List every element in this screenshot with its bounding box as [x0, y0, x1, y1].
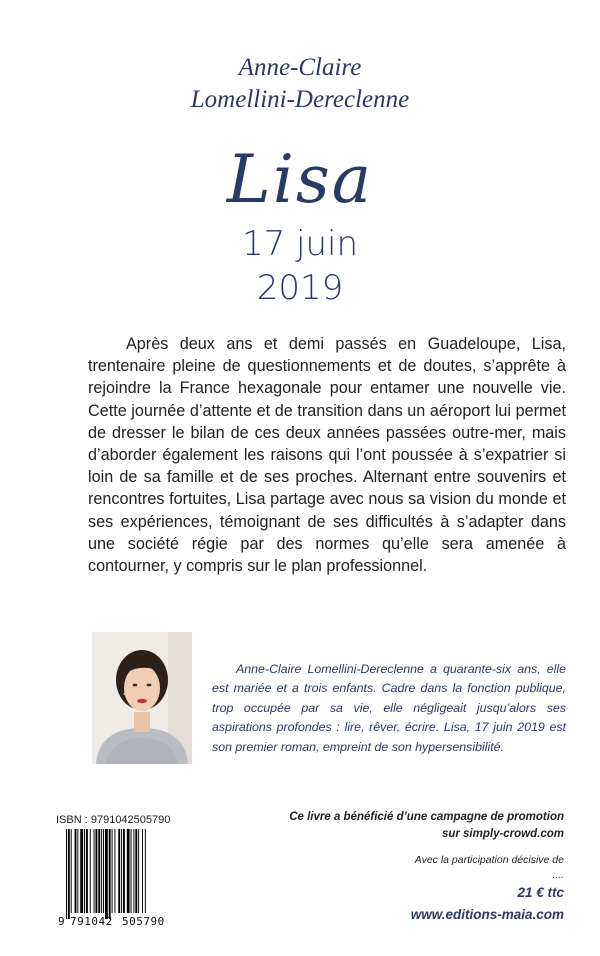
- book-subtitle: [0, 222, 600, 310]
- author-name: [0, 52, 600, 116]
- barcode-bar: [109, 829, 111, 919]
- barcode-bar: [84, 829, 85, 913]
- barcode-bar: [103, 829, 104, 913]
- back-cover-blurb: Après deux ans et demi passés en Guadeloupe, Lisa, trentenaire pleine de questionnements et de doutes, s’apprête à rejoindre la France hexagonale pour entamer une nouvelle vie. Cette journée d’attente et de transition dans un aéroport lui permet de dresser le bilan de ces deux années passées outre-mer, mais d’aborder également les raisons qui l’ont poussée à s’expatrier si loin de sa famille et de ses proches. Alternant entre souvenirs et rencontres fortuites, Lisa partage avec nous sa vision du monde et ses expériences, témoignant de ses difficultés à s’adapter dans une société régie par des normes qu’elle sera amenée à contourner, y compris sur le plan professionnel.: [88, 335, 566, 576]
- price-and-publisher: [411, 882, 564, 926]
- barcode-right-digits: 505790: [122, 915, 165, 928]
- barcode-bar: [121, 829, 122, 913]
- barcode-bar: [80, 829, 83, 913]
- barcode-bar: [101, 829, 102, 913]
- promo-line-2: sur simply-crowd.com: [441, 828, 564, 840]
- isbn-label: ISBN : 9791042505790: [56, 814, 171, 826]
- barcode-bar: [135, 829, 137, 913]
- promotion-notice: [264, 809, 564, 883]
- author-photo: [92, 632, 192, 764]
- publisher-website: www.editions-maia.com: [410, 907, 564, 922]
- promo-line-3: Avec la participation décisive de: [414, 854, 564, 866]
- barcode-bar: [94, 829, 95, 913]
- author-first-name: Anne-Claire: [238, 54, 362, 81]
- barcode-bar: [77, 829, 78, 913]
- price-label: 21 € ttc: [517, 885, 564, 900]
- barcode-bar: [75, 829, 77, 913]
- promo-line-4: ....: [552, 869, 564, 881]
- barcode-bar: [131, 829, 132, 913]
- author-last-name: Lomellini-Dereclenne: [190, 86, 410, 113]
- barcode-bar: [105, 829, 108, 919]
- barcode-bar: [118, 829, 120, 913]
- barcode-bar: [66, 829, 67, 919]
- barcode-bar: [71, 829, 72, 913]
- book-title: Lisa: [226, 141, 374, 218]
- barcode-bar: [95, 829, 97, 913]
- isbn-barcode: [56, 829, 180, 934]
- subtitle-date: 17 juin: [241, 224, 359, 264]
- barcode-bar: [86, 829, 88, 913]
- barcode-left-digits: 791042: [70, 915, 113, 928]
- subtitle-year: 2019: [256, 268, 344, 308]
- barcode-bar: [127, 829, 130, 913]
- author-biography: Anne-Claire Lomellini-Dereclenne a quarante-six ans, elle est mariée et a trois enfants. Cadre dans la fonction publique, trop occupée par sa vie, elle négligeait jusqu’alors ses aspirations profondes : lire, rêver, écrire. Lisa, 17 juin 2019 est son premier roman, empreint de son hypersensibilité.: [212, 662, 566, 754]
- barcode-bar: [145, 829, 146, 913]
- barcode-bar: [123, 829, 125, 913]
- barcode-bar: [90, 829, 91, 913]
- barcode-lead-digit: 9: [58, 915, 65, 928]
- barcode-bar: [138, 829, 139, 913]
- barcode-bar: [114, 829, 115, 913]
- barcode-bar: [133, 829, 134, 913]
- barcode-bar: [98, 829, 100, 913]
- barcode-bar: [112, 829, 113, 913]
- promo-line-1: Ce livre a bénéficié d’une campagne de promotion: [289, 811, 564, 823]
- barcode-bar: [142, 829, 143, 913]
- barcode-bar: [68, 829, 70, 919]
